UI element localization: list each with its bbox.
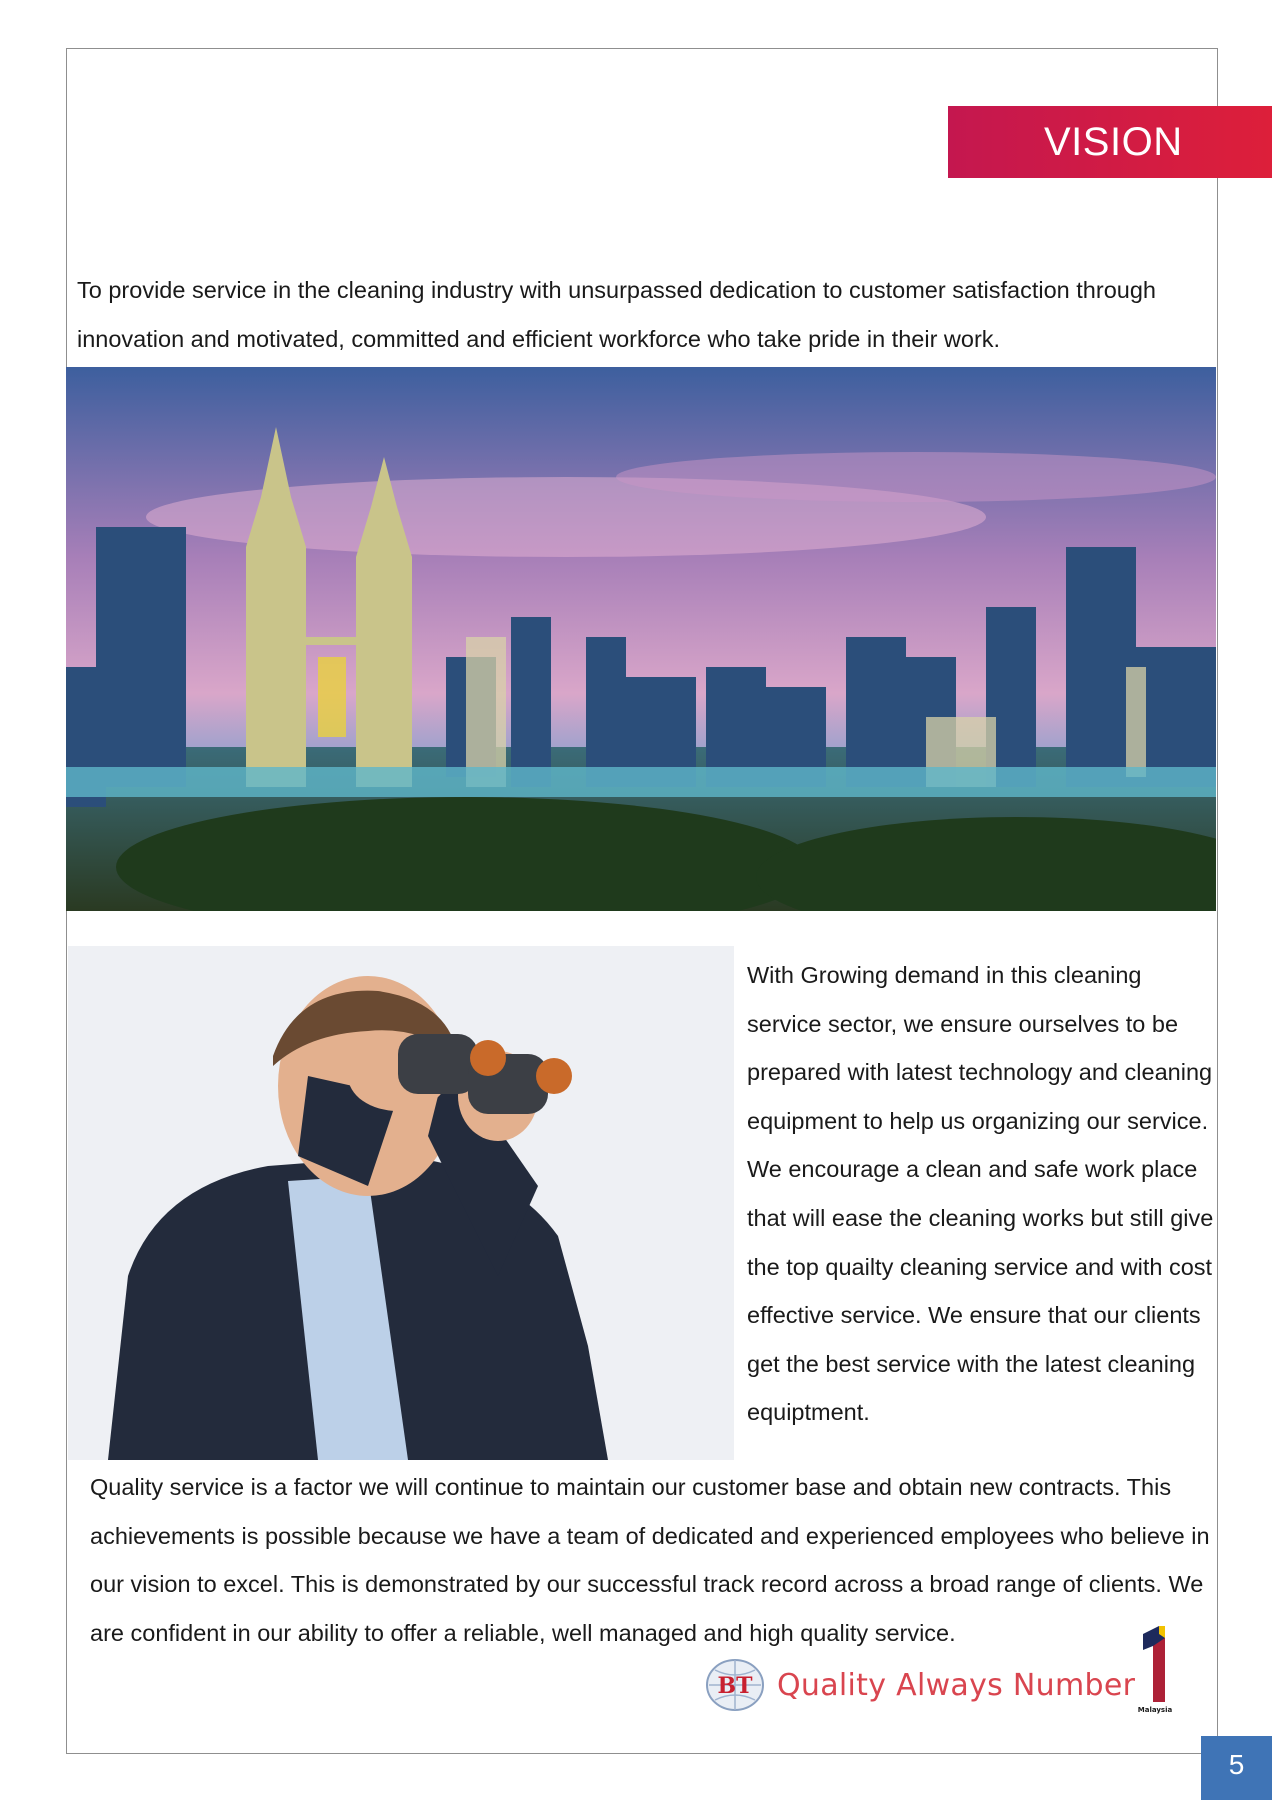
logo-tagline: Quality Always Number <box>777 1668 1136 1703</box>
globe-badge-icon <box>705 1658 765 1712</box>
company-logo <box>705 1624 1185 1714</box>
svg-text:BT: BT <box>717 1673 753 1699</box>
svg-text:Malaysia: Malaysia <box>1137 1706 1173 1714</box>
section-title-banner: VISION <box>948 106 1272 178</box>
intro-paragraph: To provide service in the cleaning industry with unsurpassed dedication to customer satisfaction through innovation and motivated, committed and efficient workforce who take pride in their work. <box>77 277 1156 352</box>
city-skyline-photo <box>66 367 1216 911</box>
page-number: 5 <box>1201 1736 1272 1800</box>
bottom-paragraph: Quality service is a factor we will continue to maintain our customer base and obtain new contracts. This achievements is possible because we have a team of dedicated and experienced employees who believe in our vision to excel. This is demonstrated by our successful track record across a broad range of clients. We are confident in our ability to offer a reliable, well managed and high quality service. <box>90 1474 1210 1646</box>
businessman-binoculars-photo <box>68 946 734 1460</box>
number-one-mark <box>1125 1624 1181 1714</box>
side-paragraph: With Growing demand in this cleaning service sector, we ensure ourselves to be prepared with latest technology and cleaning equipment to help us organizing our service. We encourage a clean and safe work place that will ease the cleaning works but still give the top quailty cleaning service and with cost effective service. We ensure that our clients get the best service with the latest cleaning equiptment. <box>747 962 1214 1426</box>
